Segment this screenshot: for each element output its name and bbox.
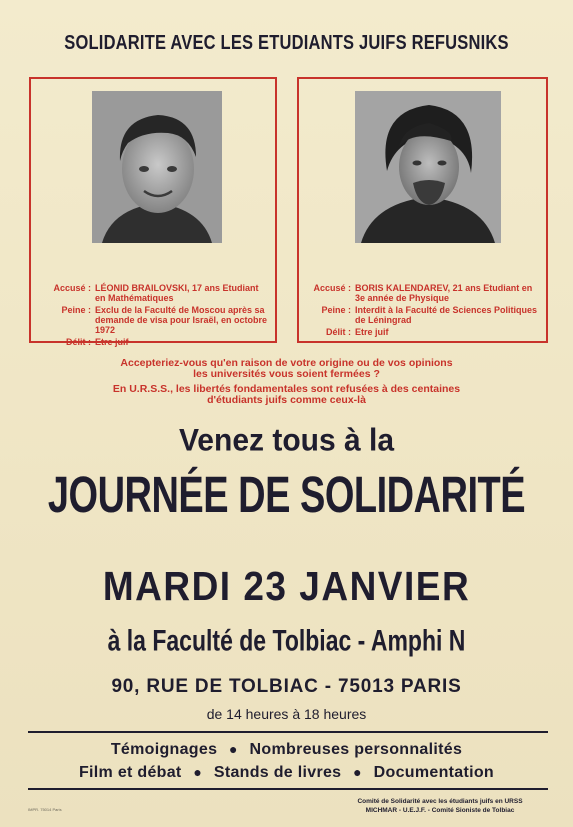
accused-value: LÉONID BRAILOVSKI, 17 ans Etudiant en Mathématiques — [95, 283, 259, 303]
offense-label: Délit : — [325, 327, 351, 337]
accused-label: Accusé : — [313, 283, 351, 293]
sentence-value: Exclu de la Faculté de Moscou après sa demande de visa pour Israël, en octobre 1972 — [95, 305, 268, 335]
bullet-icon: ● — [193, 764, 203, 780]
committee-credit — [330, 797, 550, 815]
student-card-left — [29, 77, 277, 347]
statement-line-1: En U.R.S.S., les libertés fondamentales sont refusées à des centaines — [112, 383, 461, 395]
sentence-value: Interdit à la Faculté de Sciences Politiques de Léningrad — [355, 305, 538, 325]
accused-label: Accusé : — [53, 283, 91, 293]
question-line-2: les universités vous soient fermées ? — [193, 368, 380, 380]
divider-top — [28, 731, 548, 733]
student-card-right — [297, 77, 548, 343]
info-row — [299, 327, 546, 337]
bullet-icon: ● — [229, 741, 238, 757]
divider-bottom — [28, 788, 548, 790]
student-info-left — [31, 283, 275, 349]
sentence-label: Peine : — [61, 305, 91, 315]
info-row — [299, 283, 546, 303]
offense-value: Etre juif — [95, 337, 129, 347]
bullet-icon: ● — [353, 764, 362, 780]
event-name: JOURNÉE DE SOLIDARITÉ — [47, 467, 526, 525]
event-venue: à la Faculté de Tolbiac - Amphi N — [107, 622, 466, 657]
offense-value: Etre juif — [355, 327, 389, 337]
printer-credit: IMPR. 75014 Paris — [28, 807, 62, 812]
committee-line-1: Comité de Solidarité avec les étudiants juifs en URSS — [357, 798, 523, 805]
feature-item: Documentation — [373, 764, 494, 781]
info-row — [31, 337, 275, 347]
event-date: MARDI 23 JANVIER — [102, 563, 471, 609]
event-hours: de 14 heures à 18 heures — [206, 706, 367, 722]
question-line-1: Accepteriez-vous qu'en raison de votre origine ou de vos opinions — [120, 357, 453, 369]
info-row — [31, 305, 275, 335]
accused-value: BORIS KALENDAREV, 21 ans Etudiant en 3e année de Physique — [355, 283, 533, 303]
offense-label: Délit : — [65, 337, 91, 347]
committee-line-2: MICHMAR - U.E.J.F. - Comité Sioniste de Tolbiac — [365, 807, 515, 814]
features-row-1 — [0, 741, 573, 759]
invite-heading: Venez tous à la — [178, 423, 395, 458]
statement-line-2: d'étudiants juifs comme ceux-là — [207, 394, 366, 406]
student-photo-right — [355, 91, 501, 243]
sentence-label: Peine : — [321, 305, 351, 315]
poster-title: SOLIDARITE AVEC LES ETUDIANTS JUIFS REFUSNIKS — [64, 31, 509, 55]
event-address: 90, RUE DE TOLBIAC - 75013 PARIS — [111, 676, 462, 697]
feature-item: Film et débat — [78, 764, 182, 781]
info-row — [299, 305, 546, 325]
feature-item: Nombreuses personnalités — [249, 741, 463, 758]
features-row-2 — [0, 764, 573, 782]
feature-item: Stands de livres — [213, 764, 342, 781]
student-photo-left — [92, 91, 222, 243]
student-info-right — [299, 283, 546, 339]
info-row — [31, 283, 275, 303]
feature-item: Témoignages — [110, 741, 218, 758]
